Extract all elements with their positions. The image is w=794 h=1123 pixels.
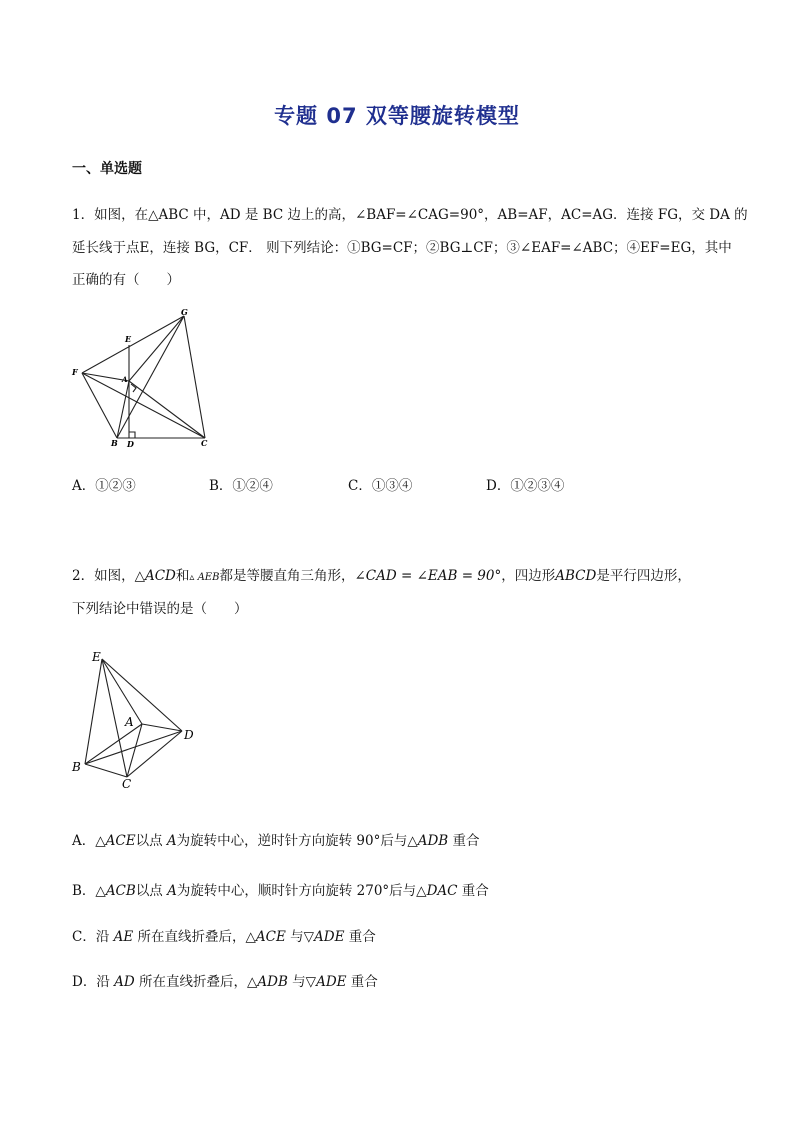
q1-option-b[interactable]: B．①②④ [209, 478, 273, 494]
q1-label-e: E [125, 334, 132, 344]
q2-option-c[interactable]: C．沿 AE 所在直线折叠后，△ACE 与▽ADE 重合 [72, 929, 376, 945]
q2-option-a[interactable]: A．△ACE以点 A为旋转中心，逆时针方向旋转 90°后与△ADB 重合 [72, 833, 480, 849]
q2-label-d: D [184, 728, 194, 742]
q1-label-b: B [111, 438, 118, 448]
q1-stem-line3: 正确的有（ ） [72, 272, 180, 288]
q1-label-g: G [181, 307, 188, 317]
q2-option-d[interactable]: D．沿 AD 所在直线折叠后，△ADB 与▽ADE 重合 [72, 974, 378, 990]
page-title: 专题 07 双等腰旋转模型 [274, 104, 520, 128]
q1-label-f: F [72, 367, 78, 377]
q1-option-c[interactable]: C．①③④ [348, 478, 413, 494]
q1-label-d: D [127, 439, 134, 449]
q1-label-c: C [201, 438, 208, 448]
q2-figure [64, 644, 204, 794]
section-heading: 一、单选题 [72, 161, 142, 177]
q1-option-d[interactable]: D．①②③④ [486, 478, 565, 494]
q2-label-b: B [72, 760, 81, 774]
q2-option-b[interactable]: B．△ACB以点 A为旋转中心，顺时针方向旋转 270°后与△DAC 重合 [72, 883, 489, 899]
q1-label-a: A [122, 375, 128, 384]
q1-option-a[interactable]: A．①②③ [72, 478, 136, 494]
q1-figure [64, 302, 224, 452]
q2-label-c: C [122, 777, 132, 791]
q2-stem-line1: 2．如图，△ACD和▵ AEB都是等腰直角三角形，∠CAD = ∠EAB = 90°，四边形ABCD是平行四边形， [72, 568, 691, 584]
q1-stem-line2: 延长线于点E，连接 BG，CF． 则下列结论：①BG=CF；②BG⊥CF；③∠EAF=∠ABC；④EF=EG，其中 [72, 240, 732, 256]
q2-label-e: E [92, 650, 101, 664]
q1-stem-line1: 1．如图，在△ABC 中，AD 是 BC 边上的高，∠BAF=∠CAG=90°，AB=AF，AC=AG．连接 FG，交 DA 的 [72, 207, 748, 223]
q2-label-a: A [125, 715, 134, 729]
q2-stem-line2: 下列结论中错误的是（ ） [72, 601, 248, 617]
